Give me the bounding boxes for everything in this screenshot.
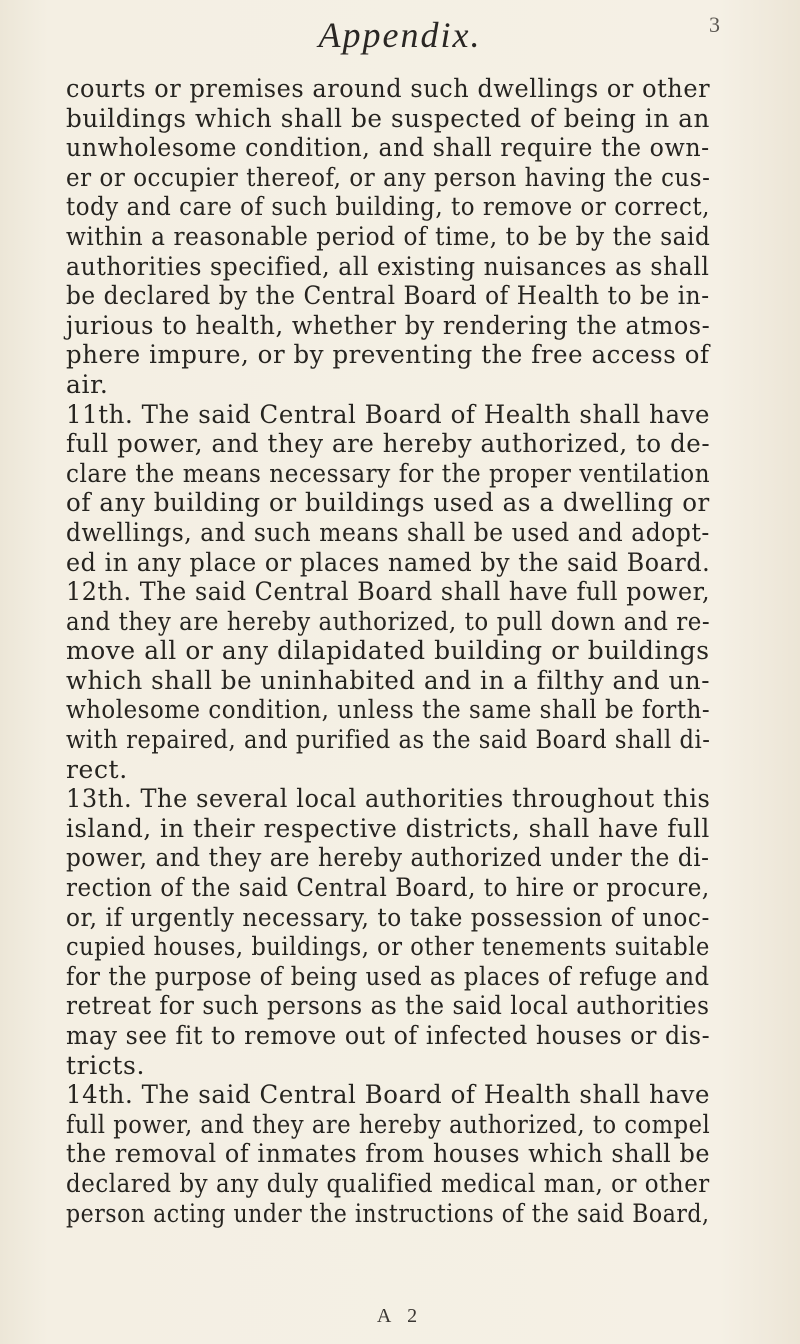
text-line: er or occupier thereof, or any person having the cus- (66, 162, 711, 192)
text-line: which shall be uninhabited and in a filthy and un- (66, 665, 711, 695)
text-line: cupied houses, buildings, or other tenements suitable (66, 932, 710, 962)
text-line: full power, and they are hereby authorized, to compel (66, 1109, 711, 1139)
text-line: rect. (66, 754, 128, 784)
text-line: 11th. The said Central Board of Health shall have (66, 399, 711, 429)
text-line: with repaired, and purified as the said Board shall di- (66, 725, 711, 755)
running-title: Appendix. (318, 15, 482, 55)
text-line: full power, and they are hereby authorized, to de- (66, 429, 711, 459)
text-line: ed in any place or places named by the said Board. (66, 547, 711, 577)
text-line: rection of the said Central Board, to hire or procure, (66, 873, 710, 903)
text-line: may see fit to remove out of infected houses or dis- (66, 1021, 711, 1050)
text-line: dwellings, and such means shall be used and adopt- (66, 517, 710, 547)
text-line: power, and they are hereby authorized under the di- (66, 843, 710, 873)
text-line: 14th. The said Central Board of Health shall have (66, 1080, 711, 1110)
text-line: retreat for such persons as the said local authorities (66, 991, 710, 1021)
text-line: of any building or buildings used as a dwelling or (66, 488, 710, 518)
text-line: 12th. The said Central Board shall have full power, (66, 577, 711, 607)
page-number: 3 (709, 12, 720, 37)
text-line: wholesome condition, unless the same shall be forth- (66, 695, 711, 725)
body-text (66, 74, 710, 1228)
text-line: unwholesome condition, and shall require the own- (66, 133, 710, 163)
text-line: be declared by the Central Board of Health to be in- (66, 281, 710, 311)
text-line: courts or premises around such dwellings or other (66, 74, 711, 103)
text-line: move all or any dilapidated building or buildings (66, 636, 710, 666)
text-line: and they are hereby authorized, to pull down and re- (66, 606, 711, 636)
text-line: declared by any duly qualified medical man, or other (66, 1168, 710, 1198)
text-line: person acting under the instructions of the said Board, (66, 1198, 710, 1228)
text-line: jurious to health, whether by rendering the atmos- (66, 310, 711, 340)
text-line: within a reasonable period of time, to be by the said (66, 221, 711, 251)
text-line: buildings which shall be suspected of being in an (66, 103, 710, 133)
text-line: 13th. The several local authorities throughout this (66, 784, 711, 814)
text-line: tricts. (66, 1050, 146, 1080)
text-line: island, in their respective districts, shall have full (66, 813, 710, 843)
text-line: tody and care of such building, to remove or correct, (66, 192, 710, 222)
text-line: air. (66, 369, 109, 399)
page-header (0, 10, 800, 66)
text-line: the removal of inmates from houses which shall be (66, 1139, 711, 1169)
text-line: authorities specified, all existing nuisances as shall (66, 251, 710, 281)
signature-mark: A 2 (376, 1305, 424, 1327)
text-line: clare the means necessary for the proper ventilation (66, 458, 711, 488)
text-line: for the purpose of being used as places of refuge and (66, 961, 710, 991)
text-line: phere impure, or by preventing the free access of (66, 340, 710, 370)
text-line: or, if urgently necessary, to take possession of unoc- (66, 902, 710, 932)
